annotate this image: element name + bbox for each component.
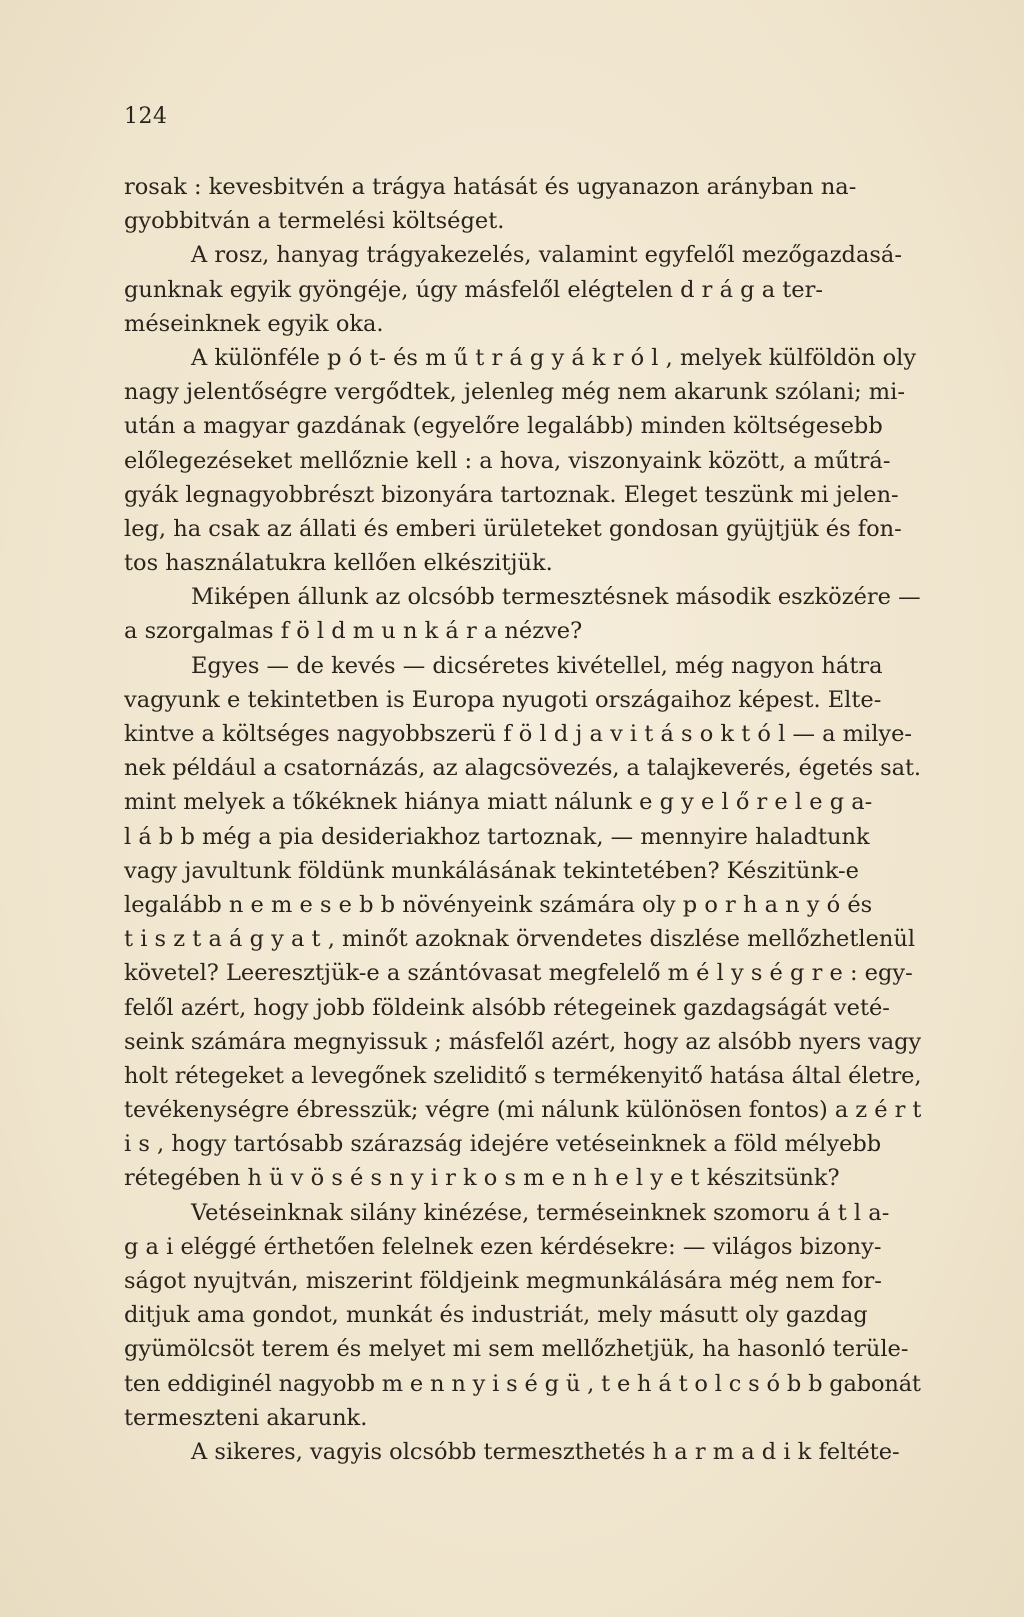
- text-line: méseinknek egyik oka.: [124, 310, 384, 337]
- page-number: 124: [124, 104, 168, 129]
- body-text: [124, 170, 921, 1469]
- text-line: gyobbitván a termelési költséget.: [124, 208, 505, 235]
- text-line: termeszteni akarunk.: [124, 1404, 368, 1431]
- text-line: rétegében h ü v ö s é s n y i r k o s m e n h e l y e t készitsünk?: [124, 1165, 840, 1192]
- text-line: holt rétegeket a levegőnek szeliditő s termékenyitő hatása által életre,: [124, 1062, 921, 1089]
- text-line: seink számára megnyissuk ; másfelől azért, hogy az alsóbb nyers vagy: [124, 1028, 921, 1055]
- text-line: Vetéseinknak silány kinézése, terméseinknek szomoru á t l a-: [191, 1199, 890, 1226]
- text-line: ságot nyujtván, miszerint földjeink megmunkálására még nem for-: [124, 1268, 882, 1294]
- text-line: t i s z t a á g y a t , minőt azoknak örvendetes diszlése mellőzhetlenül: [124, 926, 916, 953]
- text-line: vagyunk e tekintetben is Europa nyugoti országaihoz képest. Elte-: [124, 686, 882, 713]
- text-line: tevékenységre ébresszük; végre (mi nálunk különösen fontos) a z é r t: [124, 1097, 921, 1124]
- text-line: vagy javultunk földünk munkálásának tekintetében? Készitünk-e: [124, 857, 859, 884]
- text-line: nek például a csatornázás, az alagcsövezés, a talajkeverés, égetés sat.: [124, 755, 921, 782]
- text-line: a szorgalmas f ö l d m u n k á r a nézve?: [124, 618, 583, 645]
- text-line: A különféle p ó t- és m ű t r á g y á k r ó l , melyek külföldön oly: [191, 344, 917, 371]
- text-line: g a i eléggé érthetően felelnek ezen kérdésekre: — világos bizony-: [124, 1233, 882, 1260]
- text-line: mint melyek a tőkéknek hiánya miatt nálunk e g y e l ő r e l e g a-: [124, 789, 873, 816]
- text-line: követel? Leeresztjük-e a szántóvasat megfelelő m é l y s é g r e : egy-: [124, 960, 913, 987]
- text-line: felől azért, hogy jobb földeink alsóbb rétegeinek gazdagságát veté-: [124, 994, 890, 1021]
- text-line: kintve a költséges nagyobbszerü f ö l d j a v i t á s o k t ó l — a milye-: [124, 721, 913, 747]
- text-line: gyümölcsöt terem és melyet mi sem mellőzhetjük, ha hasonló terüle-: [124, 1336, 909, 1363]
- text-line: előlegezéseket mellőznie kell : a hova, viszonyaink között, a műtrá-: [124, 447, 891, 474]
- text-line: Miképen állunk az olcsóbb termesztésnek második eszközére —: [191, 584, 921, 611]
- text-line: A rosz, hanyag trágyakezelés, valamint egyfelől mezőgazdasá-: [191, 242, 902, 269]
- text-line: i s , hogy tartósabb szárazság idejére vetéseinknek a föld mélyebb: [124, 1131, 882, 1158]
- text-line: után a magyar gazdának (egyelőre legalább) minden költségesebb: [124, 413, 883, 440]
- text-line: Egyes — de kevés — dicséretes kivétellel, még nagyon hátra: [191, 652, 883, 679]
- text-line: gyák legnagyobbrészt bizonyára tartoznak. Eleget teszünk mi jelen-: [124, 481, 899, 508]
- text-line: leg, ha csak az állati és emberi ürületeket gondosan gyüjtjük és fon-: [124, 515, 902, 542]
- text-line: A sikeres, vagyis olcsóbb termeszthetés h a r m a d i k feltéte-: [191, 1438, 900, 1465]
- text-line: l á b b még a pia desideriakhoz tartoznak, — mennyire haladtunk: [124, 823, 870, 850]
- text-line: nagy jelentőségre vergődtek, jelenleg még nem akarunk szólani; mi-: [124, 379, 905, 406]
- text-line: ten eddiginél nagyobb m e n n y i s é g ü , t e h á t o l c s ó b b gabonát: [124, 1370, 921, 1397]
- text-line: tos használatukra kellően elkészitjük.: [124, 550, 553, 577]
- text-line: rosak : kevesbitvén a trágya hatását és ugyanazon arányban na-: [124, 174, 857, 200]
- text-line: gunknak egyik gyöngéje, úgy másfelől elégtelen d r á g a ter-: [124, 276, 823, 303]
- text-line: legalább n e m e s e b b növényeink számára oly p o r h a n y ó és: [124, 891, 873, 918]
- text-line: ditjuk ama gondot, munkát és industriát, mely másutt oly gazdag: [124, 1302, 868, 1329]
